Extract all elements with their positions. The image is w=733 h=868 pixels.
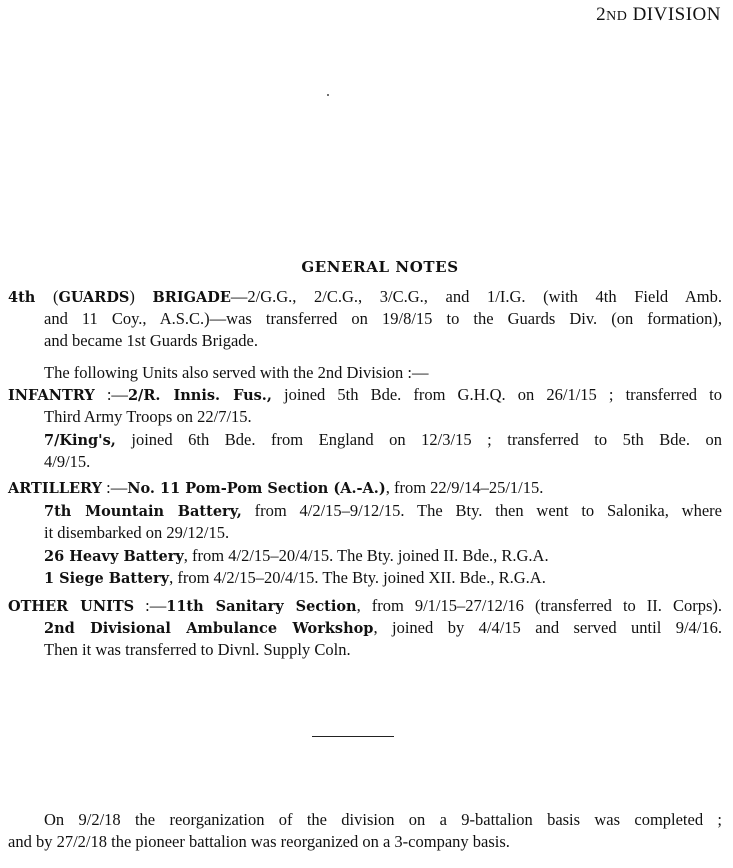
artillery-line xyxy=(8,477,543,499)
bold-term: ARTILLERY xyxy=(8,480,103,497)
bold-term: No. 11 Pom-Pom Section (A.-A.) xyxy=(127,480,386,497)
text-segment: :— xyxy=(94,385,128,404)
text-segment: ( xyxy=(35,287,59,306)
text-segment: from 4/2/15–9/12/15. The Bty. then went to Salonika, where xyxy=(241,501,722,520)
guards-brigade-line-2 xyxy=(44,308,722,330)
text-segment: and became 1st Guards Brigade. xyxy=(44,331,258,350)
bold-term: BRIGADE xyxy=(152,289,231,306)
text-segment: it disembarked on 29/12/15. xyxy=(44,523,230,542)
mountain-battery-line-2 xyxy=(44,522,229,544)
text-segment: , from 22/9/14–25/1/15. xyxy=(385,478,544,497)
mountain-battery-line-1 xyxy=(44,500,722,522)
header-division: DIVISION xyxy=(627,4,721,25)
running-header xyxy=(596,4,721,26)
bold-term: 7/King's, xyxy=(44,432,116,449)
siege-battery-line xyxy=(44,567,546,589)
text-segment: :— xyxy=(102,478,128,497)
reorganization-line-1 xyxy=(44,809,722,831)
text-segment: 4/9/15. xyxy=(44,452,91,471)
reorganization-line-2 xyxy=(8,831,510,853)
ambulance-workshop-line-1 xyxy=(44,617,722,639)
text-segment: On 9/2/18 the reorganization of the division on a 9-battalion basis was completed ; xyxy=(44,810,722,829)
bold-term: 2/R. Innis. Fus., xyxy=(127,387,272,404)
header-number: 2 xyxy=(596,4,607,25)
text-segment: and 11 Coy., A.S.C.)—was transferred on 19/8/15 to the Guards Div. (on formation), xyxy=(44,309,722,328)
bold-term: 1 Siege Battery xyxy=(44,570,170,587)
header-suffix: ND xyxy=(606,9,628,24)
bold-term: INFANTRY xyxy=(8,387,95,404)
bold-term: 11th Sanitary Section xyxy=(166,598,357,615)
text-segment: The following Units also served with the 2nd Division :— xyxy=(44,363,429,382)
text-segment: joined 5th Bde. from G.H.Q. on 26/1/15 ; transferred to xyxy=(271,385,722,404)
intro-line xyxy=(44,362,429,384)
kings-line-2 xyxy=(44,451,90,473)
infantry-line-1 xyxy=(8,384,722,406)
text-segment: , from 4/2/15–20/4/15. The Bty. joined XII. Bde., R.G.A. xyxy=(169,568,546,587)
guards-brigade-line-3 xyxy=(44,330,258,352)
text-segment: joined 6th Bde. from England on 12/3/15 ; transferred to 5th Bde. on xyxy=(115,430,722,449)
infantry-line-2 xyxy=(44,406,252,428)
heavy-battery-line xyxy=(44,545,549,567)
text-segment: Third Army Troops on 22/7/15. xyxy=(44,407,252,426)
bold-term: 7th Mountain Battery, xyxy=(44,503,242,520)
text-segment: , from 9/1/15–27/12/16 (transferred to II. Corps). xyxy=(356,596,722,615)
bold-term: 4th xyxy=(8,289,36,306)
text-segment: :— xyxy=(134,596,167,615)
text-segment: ) xyxy=(129,287,153,306)
section-title: GENERAL NOTES xyxy=(301,258,459,276)
text-segment: —2/G.G., 2/C.G., 3/C.G., and 1/I.G. (with 4th Field Amb. xyxy=(230,287,723,306)
kings-line-1 xyxy=(44,429,722,451)
section-divider xyxy=(312,736,394,737)
speck xyxy=(327,94,329,96)
guards-brigade-line-1 xyxy=(8,286,722,308)
other-units-line xyxy=(8,595,722,617)
text-segment: , from 4/2/15–20/4/15. The Bty. joined II. Bde., R.G.A. xyxy=(183,546,549,565)
bold-term: 2nd Divisional Ambulance Workshop xyxy=(44,620,374,637)
text-segment: and by 27/2/18 the pioneer battalion was reorganized on a 3-company basis. xyxy=(8,832,510,851)
bold-term: OTHER UNITS xyxy=(8,598,135,615)
bold-term: GUARDS xyxy=(58,289,130,306)
ambulance-workshop-line-2 xyxy=(44,639,351,661)
bold-term: 26 Heavy Battery xyxy=(44,548,184,565)
text-segment: , joined by 4/4/15 and served until 9/4/16. xyxy=(373,618,723,637)
text-segment: Then it was transferred to Divnl. Supply Coln. xyxy=(44,640,351,659)
